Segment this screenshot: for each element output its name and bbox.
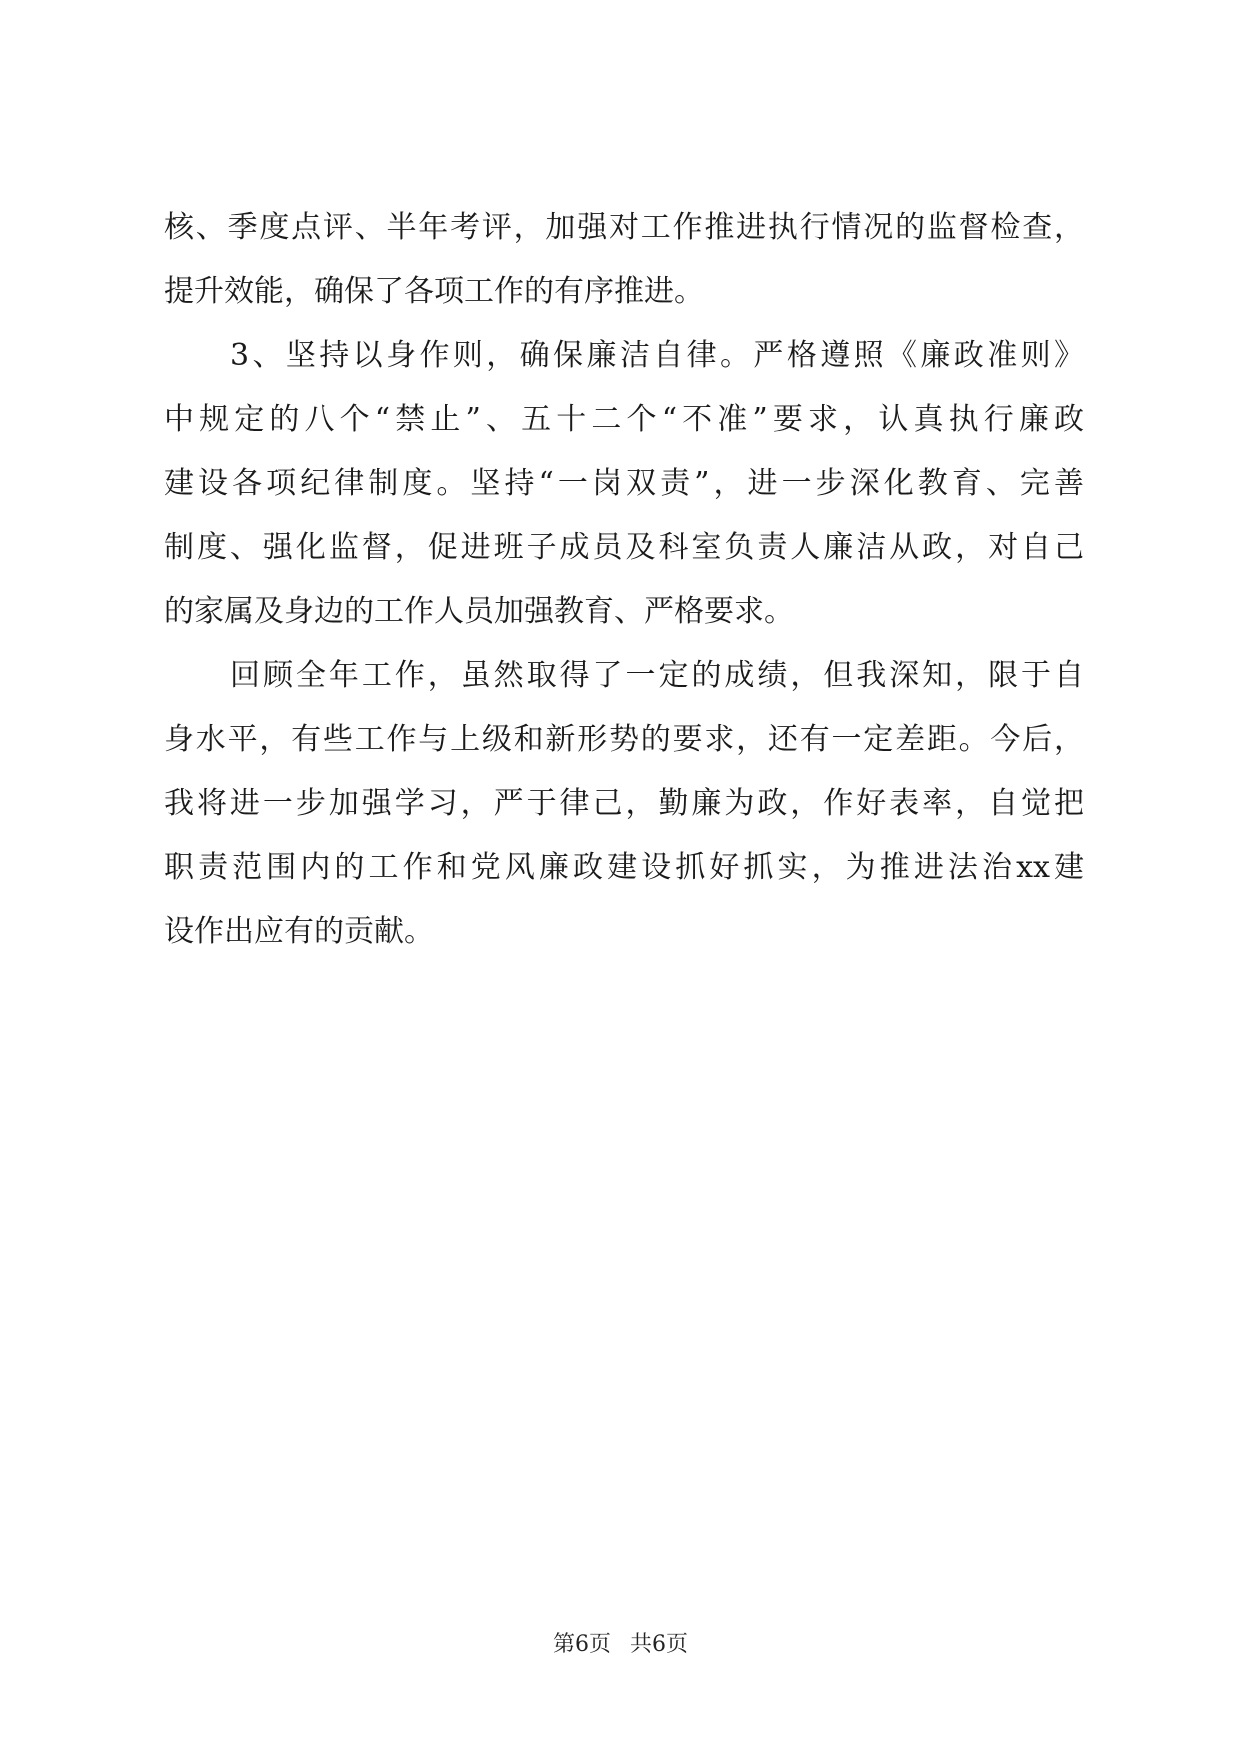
body-line: 的家属及身边的工作人员加强教育、严格要求。: [164, 594, 794, 629]
body-line: 设作出应有的贡献。: [164, 914, 434, 949]
page-total: 共6页: [630, 1632, 688, 1657]
body-line: 提升效能，确保了各项工作的有序推进。: [164, 274, 704, 309]
body-line: 职责范围内的工作和党风廉政建设抓好抓实，为推进法治xx建: [164, 850, 1084, 885]
body-line: 制度、强化监督，促进班子成员及科室负责人廉洁从政，对自己: [164, 530, 1084, 565]
body-line: 3、坚持以身作则，确保廉洁自律。严格遵照《廉政准则》: [230, 338, 1084, 373]
page-number: 第6页: [553, 1632, 611, 1657]
page-footer: [0, 1627, 1241, 1658]
body-line: 回顾全年工作，虽然取得了一定的成绩，但我深知，限于自: [230, 658, 1084, 693]
document-body: [164, 196, 1084, 964]
body-line: 中规定的八个“禁止”、五十二个“不准”要求，认真执行廉政: [164, 402, 1084, 437]
body-line: 核、季度点评、半年考评，加强对工作推进执行情况的监督检查，: [164, 210, 1084, 245]
body-line: 身水平，有些工作与上级和新形势的要求，还有一定差距。今后，: [164, 722, 1084, 757]
body-line: 我将进一步加强学习，严于律己，勤廉为政，作好表率，自觉把: [164, 786, 1084, 821]
body-line: 建设各项纪律制度。坚持“一岗双责”，进一步深化教育、完善: [164, 466, 1084, 501]
